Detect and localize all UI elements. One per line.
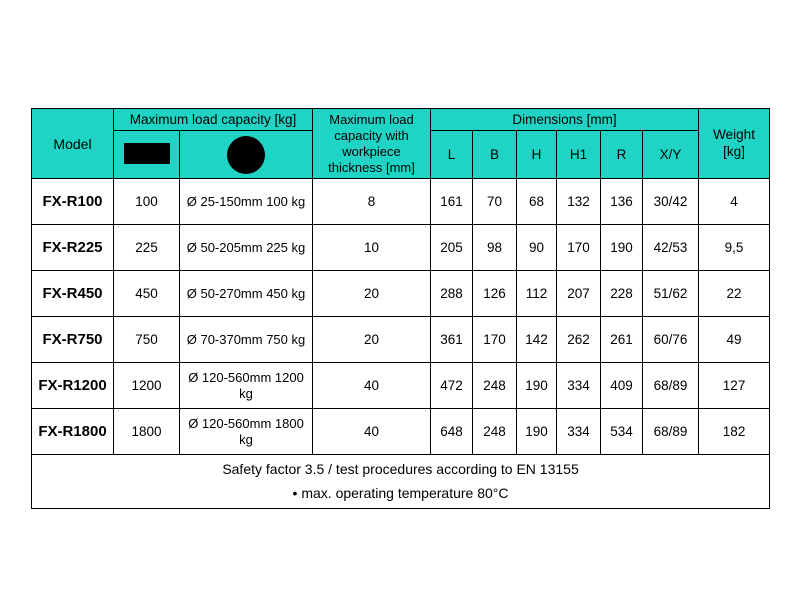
cell-dim-l: 648 (431, 409, 473, 455)
cell-load-rect: 100 (114, 179, 180, 225)
cell-dim-b: 248 (473, 409, 517, 455)
cell-load-rect: 450 (114, 271, 180, 317)
cell-dim-h: 112 (517, 271, 557, 317)
cell-load-rect: 750 (114, 317, 180, 363)
cell-dim-r: 228 (601, 271, 643, 317)
cell-thickness: 20 (313, 317, 431, 363)
footnote-safety-factor: Safety factor 3.5 / test procedures according to EN 13155 (222, 461, 579, 478)
cell-dim-b: 170 (473, 317, 517, 363)
table-row (32, 271, 770, 317)
cell-dim-h1: 334 (557, 409, 601, 455)
header-dim-xy: X/Y (643, 131, 699, 179)
cell-weight: 182 (699, 409, 770, 455)
cell-model: FX-R100 (32, 179, 114, 225)
cell-weight: 9,5 (699, 225, 770, 271)
cell-load-rect: 1200 (114, 363, 180, 409)
footnote-cell (32, 455, 770, 508)
header-dim-h: H (517, 131, 557, 179)
cell-load-circle: Ø 25-150mm 100 kg (180, 179, 313, 225)
footnote-row (32, 455, 770, 508)
table-row (32, 409, 770, 455)
rectangle-icon (114, 131, 180, 179)
cell-dim-h: 190 (517, 409, 557, 455)
cell-load-circle: Ø 50-270mm 450 kg (180, 271, 313, 317)
cell-load-circle: Ø 120-560mm 1800 kg (180, 409, 313, 455)
cell-dim-b: 98 (473, 225, 517, 271)
cell-dim-h: 190 (517, 363, 557, 409)
cell-dim-r: 136 (601, 179, 643, 225)
cell-model: FX-R1200 (32, 363, 114, 409)
cell-dim-l: 288 (431, 271, 473, 317)
cell-dim-xy: 60/76 (643, 317, 699, 363)
cell-weight: 49 (699, 317, 770, 363)
cell-load-circle: Ø 120-560mm 1200 kg (180, 363, 313, 409)
cell-dim-xy: 42/53 (643, 225, 699, 271)
header-max-load-capacity: Maximum load capacity [kg] (114, 109, 313, 131)
specification-table (31, 108, 770, 509)
cell-dim-r: 261 (601, 317, 643, 363)
cell-dim-xy: 68/89 (643, 363, 699, 409)
header-max-load-with-thickness: Maximum load capacity with workpiece thickness [mm] (313, 109, 431, 179)
cell-dim-b: 248 (473, 363, 517, 409)
header-dimensions: Dimensions [mm] (431, 109, 699, 131)
table-row (32, 317, 770, 363)
header-dim-r: R (601, 131, 643, 179)
cell-dim-h1: 262 (557, 317, 601, 363)
header-row-1 (32, 109, 770, 131)
table-body (32, 179, 770, 455)
table-row (32, 363, 770, 409)
table-row (32, 225, 770, 271)
cell-dim-h1: 207 (557, 271, 601, 317)
cell-thickness: 8 (313, 179, 431, 225)
cell-thickness: 40 (313, 363, 431, 409)
header-dim-b: B (473, 131, 517, 179)
cell-model: FX-R1800 (32, 409, 114, 455)
table-footer (32, 455, 770, 508)
cell-thickness: 40 (313, 409, 431, 455)
cell-dim-h: 142 (517, 317, 557, 363)
cell-dim-r: 409 (601, 363, 643, 409)
cell-model: FX-R225 (32, 225, 114, 271)
header-dim-h1: H1 (557, 131, 601, 179)
cell-dim-xy: 30/42 (643, 179, 699, 225)
cell-dim-r: 534 (601, 409, 643, 455)
cell-load-circle: Ø 50-205mm 225 kg (180, 225, 313, 271)
cell-thickness: 10 (313, 225, 431, 271)
cell-model: FX-R750 (32, 317, 114, 363)
circle-icon (180, 131, 313, 179)
cell-model: FX-R450 (32, 271, 114, 317)
cell-load-rect: 225 (114, 225, 180, 271)
table-header (32, 109, 770, 179)
footnote-temperature: • max. operating temperature 80°C (292, 484, 509, 501)
cell-dim-h: 68 (517, 179, 557, 225)
cell-dim-xy: 51/62 (643, 271, 699, 317)
header-weight: Weight [kg] (699, 109, 770, 179)
cell-dim-l: 205 (431, 225, 473, 271)
cell-thickness: 20 (313, 271, 431, 317)
cell-dim-h1: 334 (557, 363, 601, 409)
cell-dim-l: 161 (431, 179, 473, 225)
cell-dim-b: 70 (473, 179, 517, 225)
cell-dim-xy: 68/89 (643, 409, 699, 455)
cell-dim-l: 361 (431, 317, 473, 363)
cell-load-circle: Ø 70-370mm 750 kg (180, 317, 313, 363)
cell-dim-r: 190 (601, 225, 643, 271)
cell-dim-h1: 132 (557, 179, 601, 225)
cell-weight: 22 (699, 271, 770, 317)
cell-dim-h: 90 (517, 225, 557, 271)
header-dim-l: L (431, 131, 473, 179)
header-model: Model (32, 109, 114, 179)
cell-dim-b: 126 (473, 271, 517, 317)
cell-load-rect: 1800 (114, 409, 180, 455)
table-row (32, 179, 770, 225)
cell-dim-h1: 170 (557, 225, 601, 271)
cell-weight: 127 (699, 363, 770, 409)
cell-dim-l: 472 (431, 363, 473, 409)
cell-weight: 4 (699, 179, 770, 225)
